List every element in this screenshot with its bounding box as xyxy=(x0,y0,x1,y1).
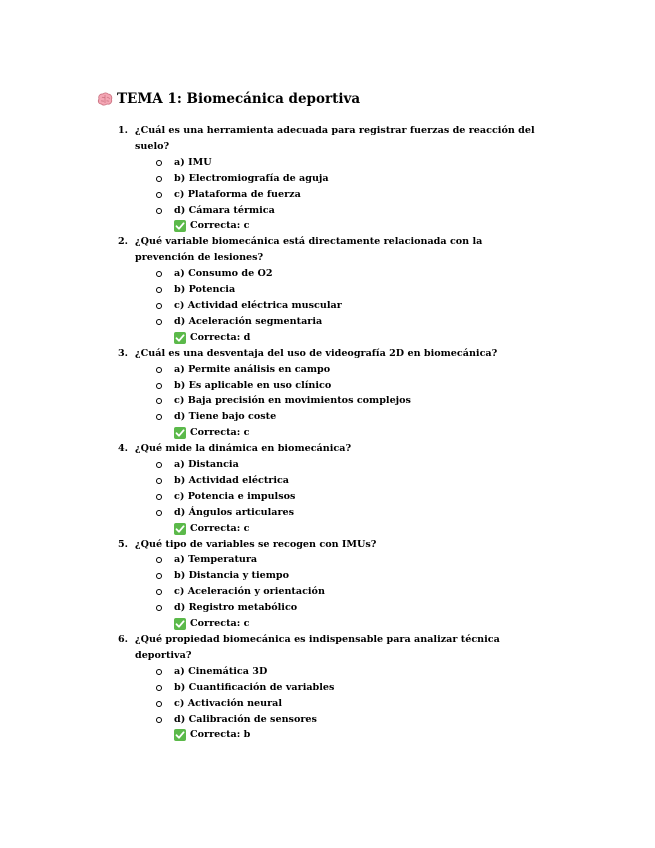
check-mark-icon xyxy=(174,729,186,741)
correct-answer xyxy=(135,616,544,632)
option-list xyxy=(135,457,544,537)
option-item xyxy=(135,203,544,219)
correct-answer-text: Correcta: c xyxy=(190,220,250,232)
bullet-icon xyxy=(156,176,162,182)
question-item xyxy=(114,346,544,441)
option-text: d) Tiene bajo coste xyxy=(174,411,277,423)
option-text: c) Actividad eléctrica muscular xyxy=(174,299,342,311)
question-number: 3. xyxy=(117,347,128,359)
option-item xyxy=(135,155,544,171)
bullet-icon xyxy=(156,589,162,595)
bullet-icon xyxy=(156,478,162,484)
question-item xyxy=(114,123,544,234)
option-item xyxy=(135,409,544,425)
correct-answer xyxy=(135,521,544,537)
bullet-icon xyxy=(156,367,162,373)
check-mark-icon xyxy=(174,427,186,439)
correct-answer xyxy=(135,727,544,743)
bullet-icon xyxy=(156,383,162,389)
option-item xyxy=(135,314,544,330)
question-text: ¿Qué tipo de variables se recogen con IMUs? xyxy=(135,538,377,550)
check-mark-icon xyxy=(174,618,186,630)
option-item xyxy=(135,680,544,696)
option-list xyxy=(135,362,544,442)
question-number: 6. xyxy=(117,634,128,645)
question-number: 2. xyxy=(117,236,128,248)
section-title-text: TEMA 1: Biomecánica deportiva xyxy=(117,91,361,107)
option-text: c) Potencia e impulsos xyxy=(174,490,296,502)
option-list xyxy=(135,266,544,346)
option-text: d) Cámara térmica xyxy=(174,204,275,216)
bullet-icon xyxy=(156,303,162,309)
question-item xyxy=(114,234,544,345)
option-text: a) IMU xyxy=(174,156,212,168)
option-text: d) Aceleración segmentaria xyxy=(174,315,323,327)
question-number: 4. xyxy=(117,443,128,455)
option-text: b) Es aplicable en uso clínico xyxy=(174,379,332,391)
option-item xyxy=(135,282,544,298)
bullet-icon xyxy=(156,685,162,691)
option-item xyxy=(135,457,544,473)
option-text: a) Consumo de O2 xyxy=(174,268,273,280)
bullet-icon xyxy=(156,573,162,579)
bullet-icon xyxy=(156,287,162,293)
option-item xyxy=(135,266,544,282)
bullet-icon xyxy=(156,271,162,277)
correct-answer-text: Correcta: c xyxy=(190,522,250,534)
option-item xyxy=(135,187,544,203)
option-text: b) Potencia xyxy=(174,284,236,296)
option-list xyxy=(135,552,544,632)
bullet-icon xyxy=(156,160,162,166)
question-item xyxy=(114,632,544,743)
option-text: d) Registro metabólico xyxy=(174,602,298,614)
question-item xyxy=(114,537,544,632)
option-item xyxy=(135,696,544,712)
correct-answer xyxy=(135,218,544,234)
option-text: a) Cinemática 3D xyxy=(174,665,268,677)
question-text: ¿Cuál es una desventaja del uso de videografía 2D en biomecánica? xyxy=(135,347,498,359)
bullet-icon xyxy=(156,414,162,420)
option-text: c) Aceleración y orientación xyxy=(174,586,325,598)
correct-answer-text: Correcta: c xyxy=(190,427,250,439)
option-text: a) Distancia xyxy=(174,459,239,471)
bullet-icon xyxy=(156,669,162,675)
question-text: ¿Cuál es una herramienta adecuada para registrar fuerzas de reacción del suelo? xyxy=(135,125,535,152)
correct-answer xyxy=(135,425,544,441)
option-text: d) Ángulos articulares xyxy=(174,506,295,518)
option-text: a) Temperatura xyxy=(174,554,258,566)
correct-answer-text: Correcta: d xyxy=(190,331,251,343)
option-item xyxy=(135,505,544,521)
option-text: b) Distancia y tiempo xyxy=(174,570,289,582)
option-item xyxy=(135,600,544,616)
bullet-icon xyxy=(156,605,162,611)
option-text: b) Electromiografía de aguja xyxy=(174,172,329,184)
option-list xyxy=(135,155,544,235)
bullet-icon xyxy=(156,462,162,468)
option-item xyxy=(135,584,544,600)
brain-icon xyxy=(97,92,113,106)
option-text: c) Baja precisión en movimientos complejos xyxy=(174,395,411,407)
option-item xyxy=(135,171,544,187)
option-text: b) Cuantificación de variables xyxy=(174,681,335,693)
question-item xyxy=(114,441,544,536)
correct-answer xyxy=(135,330,544,346)
bullet-icon xyxy=(156,717,162,723)
option-item xyxy=(135,298,544,314)
option-text: c) Activación neural xyxy=(174,697,283,709)
option-text: d) Calibración de sensores xyxy=(174,713,317,725)
option-item xyxy=(135,568,544,584)
check-mark-icon xyxy=(174,332,186,344)
option-item xyxy=(135,664,544,680)
section-title xyxy=(97,91,360,107)
bullet-icon xyxy=(156,510,162,516)
option-list xyxy=(135,664,544,744)
option-item xyxy=(135,712,544,728)
question-list xyxy=(114,123,544,743)
correct-answer-text: Correcta: c xyxy=(190,618,250,630)
bullet-icon xyxy=(156,701,162,707)
question-text: ¿Qué variable biomecánica está directamente relacionada con la prevención de lesiones? xyxy=(135,236,483,264)
option-item xyxy=(135,362,544,378)
bullet-icon xyxy=(156,398,162,404)
check-mark-icon xyxy=(174,220,186,232)
option-text: c) Plataforma de fuerza xyxy=(174,188,301,200)
bullet-icon xyxy=(156,494,162,500)
correct-answer-text: Correcta: b xyxy=(190,729,251,741)
option-text: b) Actividad eléctrica xyxy=(174,474,290,486)
option-item xyxy=(135,378,544,394)
check-mark-icon xyxy=(174,523,186,535)
bullet-icon xyxy=(156,557,162,563)
question-number: 5. xyxy=(117,538,128,550)
bullet-icon xyxy=(156,192,162,198)
option-item xyxy=(135,489,544,505)
bullet-icon xyxy=(156,208,162,214)
bullet-icon xyxy=(156,319,162,325)
question-text: ¿Qué propiedad biomecánica es indispensable para analizar técnica deportiva? xyxy=(135,634,500,661)
option-item xyxy=(135,393,544,409)
option-item xyxy=(135,552,544,568)
question-text: ¿Qué mide la dinámica en biomecánica? xyxy=(135,443,352,455)
option-text: a) Permite análisis en campo xyxy=(174,363,331,375)
option-item xyxy=(135,473,544,489)
question-number: 1. xyxy=(117,125,128,136)
